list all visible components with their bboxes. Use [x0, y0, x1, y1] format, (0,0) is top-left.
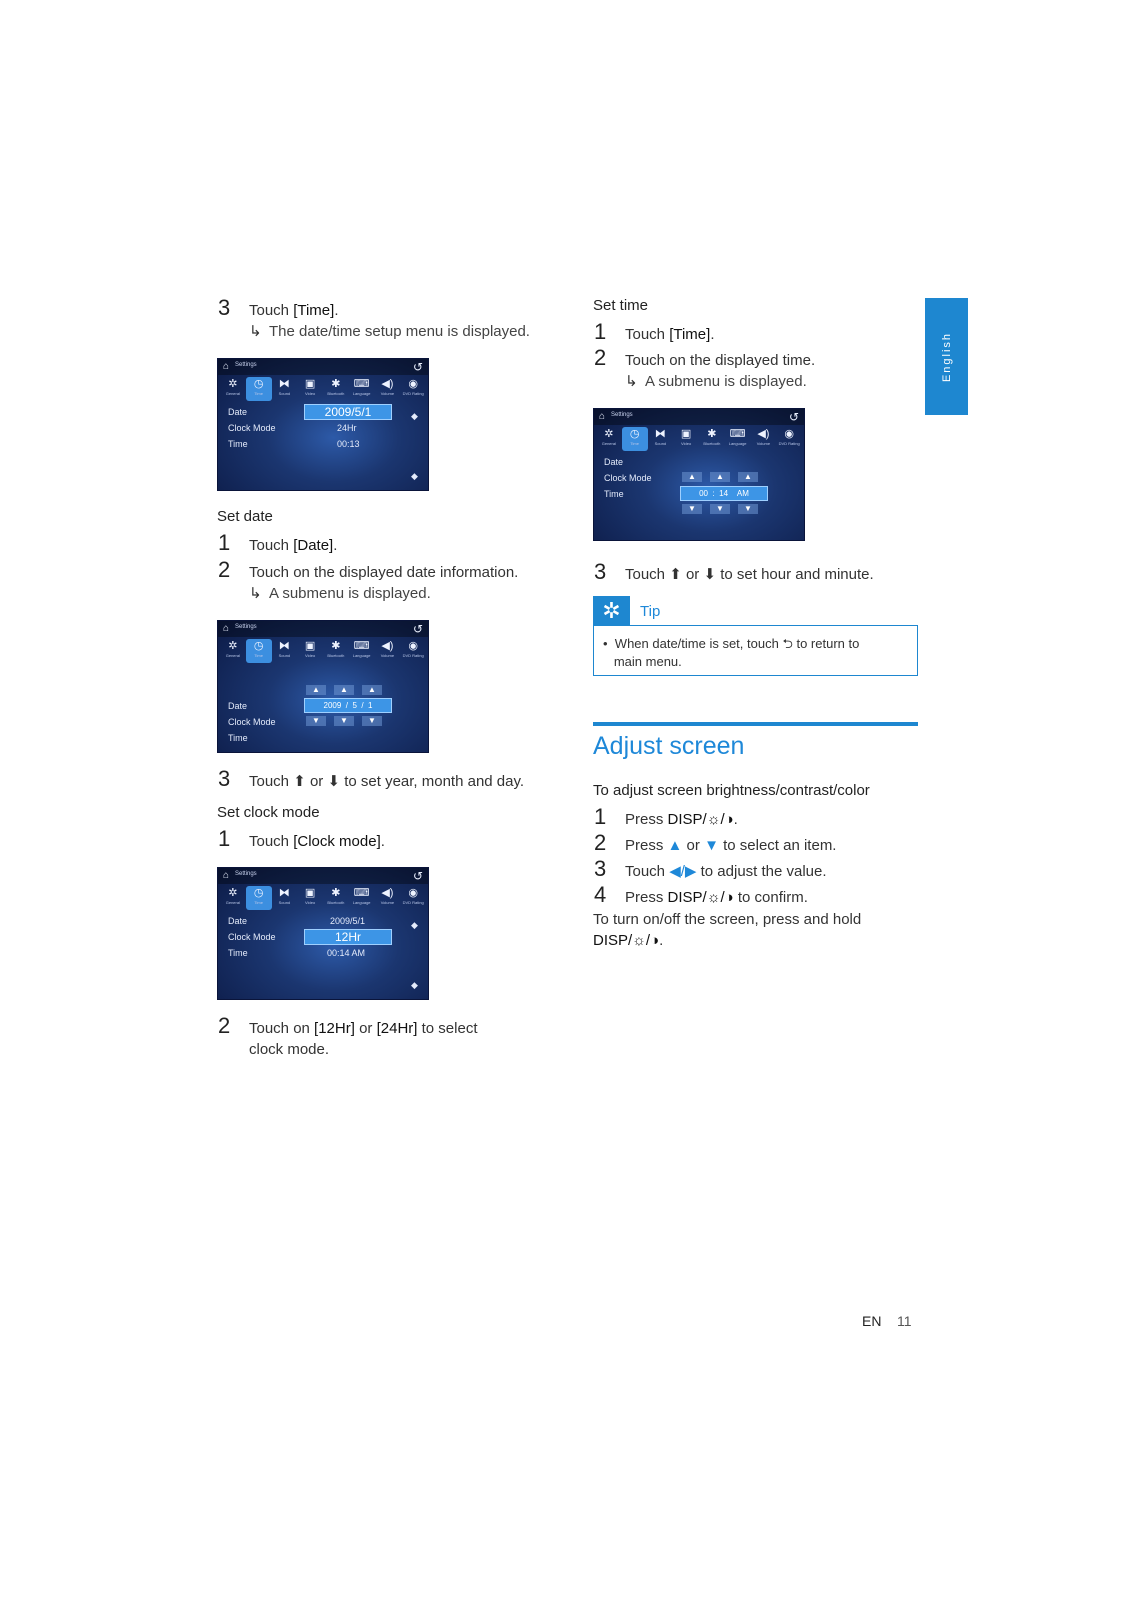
step-number: 3 — [594, 559, 607, 584]
volume-icon: ◀) — [381, 378, 394, 390]
video-icon: ▣ — [304, 378, 316, 390]
result-arrow-icon: ↳ — [249, 323, 262, 340]
settings-icon-bar: ✲ General ◷ Time ⧓ Sound ▣ Video ✱ Bluetooth ⌨ Language ◀) Volume ◉ DVD Rating — [596, 427, 802, 451]
disc-icon: ◉ — [408, 887, 418, 899]
step-text-continued: clock mode. — [249, 1041, 330, 1058]
back-icon: ↺ — [412, 622, 423, 636]
step-number: 3 — [594, 856, 607, 881]
step-text: Touch on the displayed time. — [625, 352, 816, 369]
video-icon: ▣ — [304, 887, 316, 899]
down-triangle-icon: ▼ — [704, 837, 719, 854]
left-right-arrow-icon: ◀/▶ — [669, 863, 697, 880]
heading-set-clock-mode: Set clock mode — [217, 804, 320, 821]
disc-icon: ◉ — [408, 378, 418, 390]
bluetooth-icon: ✱ — [331, 640, 341, 652]
volume-icon: ◀) — [381, 640, 394, 652]
date-selector: 2009 / 5 / 1 — [304, 698, 392, 713]
step-number: 2 — [218, 557, 231, 582]
result-arrow-icon: ↳ — [625, 373, 638, 390]
step-number: 3 — [218, 295, 231, 320]
step-text: Touch [Time]. — [625, 326, 715, 343]
settings-icon-bar: ✲ General ◷ Time ⧓ Sound ▣ Video ✱ Bluetooth ⌨ Language ◀) Volume ◉ DVD Rating — [220, 639, 426, 663]
gear-icon: ✲ — [604, 428, 614, 440]
step-number: 4 — [594, 882, 607, 907]
device-screenshot-time-submenu: ⌂ Settings ↺ ✲ General ◷ Time ⧓ Sound ▣ Video ✱ Bluetooth ⌨ Language ◀) Volume ◉ DVD Rating Date Clock Mode ▲ ▲ ▲ Time 00 : 14 AM ▼ ▼ ▼ — [593, 408, 805, 541]
clock-icon: ◷ — [253, 640, 264, 652]
step-number: 1 — [218, 530, 231, 555]
tip-icon: ✲ — [593, 596, 630, 626]
tip-title: Tip — [640, 603, 661, 620]
heading-set-date: Set date — [217, 508, 273, 525]
device-screenshot-clock-mode: ⌂ Settings ↺ ✲ General ◷ Time ⧓ Sound ▣ Video ✱ Bluetooth ⌨ Language ◀) Volume ◉ DVD Rating Date 2009/5/1 ◆ Clock Mode 12Hr Time 00:14 AM ◆ — [217, 867, 429, 1000]
back-icon: ↺ — [412, 360, 423, 374]
video-icon: ▣ — [304, 640, 316, 652]
step-text: Touch [Time]. — [249, 302, 339, 319]
section-rule — [593, 722, 918, 726]
heading-set-time: Set time — [593, 297, 649, 314]
language-tab: English — [925, 298, 968, 415]
step-text: Touch on [12Hr] or [24Hr] to select — [249, 1020, 478, 1037]
settings-icon-bar: ✲ General ◷ Time ⧓ Sound ▣ Video ✱ Bluetooth ⌨ Language ◀) Volume ◉ DVD Rating — [220, 377, 426, 401]
up-arrow-icon: ⬆ — [669, 566, 682, 583]
result-arrow-icon: ↳ — [249, 585, 262, 602]
step-number: 1 — [594, 804, 607, 829]
bluetooth-icon: ✱ — [331, 887, 341, 899]
gear-icon: ✲ — [228, 640, 238, 652]
home-icon: ⌂ — [599, 411, 606, 422]
note-text-continued: DISP/☼/◑. — [593, 932, 664, 949]
note-text: To turn on/off the screen, press and hold — [593, 911, 862, 928]
step-number: 2 — [594, 345, 607, 370]
step-text: Touch [Clock mode]. — [249, 833, 385, 850]
step-result: ↳ The date/time setup menu is displayed. — [249, 323, 530, 340]
device-screenshot-time-menu: ⌂ Settings ↺ ✲ General ◷ Time ⧓ Sound ▣ Video ✱ Bluetooth ⌨ Language ◀) Volume ◉ DVD Rating Date 2009/5/1 ◆ Clock Mode 24Hr Time 00:13 ◆ — [217, 358, 429, 491]
time-selector: 00 : 14 AM — [680, 486, 768, 501]
down-arrow-icon: ⬇ — [327, 773, 341, 790]
step-result: ↳ A submenu is displayed. — [249, 585, 431, 602]
back-icon: ↺ — [412, 869, 423, 883]
tip-text: • When date/time is set, touch ⮌ to return to main menu. — [603, 636, 860, 669]
bluetooth-icon: ✱ — [331, 378, 341, 390]
step-text: Touch ⬆ or ⬇ to set hour and minute. — [625, 566, 874, 583]
clock-icon: ◷ — [253, 378, 264, 390]
home-icon: ⌂ — [223, 870, 230, 881]
sound-icon: ⧓ — [278, 378, 290, 390]
language-icon: ⌨ — [353, 887, 370, 899]
up-arrow-icon: ⬆ — [293, 773, 306, 790]
step-text: Press ▲ or ▼ to select an item. — [625, 837, 837, 854]
step-result: ↳ A submenu is displayed. — [625, 373, 807, 390]
step-text: Touch ⬆ or ⬇ to set year, month and day. — [249, 773, 525, 790]
page-footer: EN 11 — [862, 1313, 912, 1329]
up-triangle-icon: ▲ — [667, 837, 683, 854]
disc-icon: ◉ — [784, 428, 794, 440]
step-number: 2 — [594, 830, 607, 855]
language-icon: ⌨ — [729, 428, 746, 440]
sound-icon: ⧓ — [278, 887, 290, 899]
down-arrow-icon: ⬇ — [703, 566, 717, 583]
volume-icon: ◀) — [757, 428, 770, 440]
video-icon: ▣ — [680, 428, 692, 440]
step-text: Touch [Date]. — [249, 537, 338, 554]
clock-icon: ◷ — [253, 887, 264, 899]
subheading: To adjust screen brightness/contrast/color — [593, 782, 870, 799]
step-text: Press DISP/☼/◑. — [625, 811, 738, 828]
settings-icon-bar: ✲ General ◷ Time ⧓ Sound ▣ Video ✱ Bluetooth ⌨ Language ◀) Volume ◉ DVD Rating — [220, 886, 426, 910]
language-icon: ⌨ — [353, 640, 370, 652]
device-screenshot-date-submenu: ⌂ Settings ↺ ✲ General ◷ Time ⧓ Sound ▣ Video ✱ Bluetooth ⌨ Language ◀) Volume ◉ DVD Rating ▲ ▲ ▲ Date 2009 / 5 / 1 Clock Mode ▼ ▼ ▼ Time — [217, 620, 429, 753]
step-text: Press DISP/☼/◑ to confirm. — [625, 889, 808, 906]
home-icon: ⌂ — [223, 623, 230, 634]
step-number: 3 — [218, 766, 231, 791]
clock-icon: ◷ — [629, 428, 640, 440]
back-icon: ⮌ — [782, 636, 793, 651]
sound-icon: ⧓ — [654, 428, 666, 440]
disc-icon: ◉ — [408, 640, 418, 652]
step-number: 1 — [594, 319, 607, 344]
bluetooth-icon: ✱ — [707, 428, 717, 440]
step-number: 1 — [218, 826, 231, 851]
gear-icon: ✲ — [228, 378, 238, 390]
home-icon: ⌂ — [223, 361, 230, 372]
section-title: Adjust screen — [593, 732, 745, 760]
volume-icon: ◀) — [381, 887, 394, 899]
step-text: Touch ◀/▶ to adjust the value. — [625, 863, 827, 880]
gear-icon: ✲ — [228, 887, 238, 899]
back-icon: ↺ — [788, 410, 799, 424]
step-text: Touch on the displayed date information. — [249, 564, 519, 581]
step-number: 2 — [218, 1013, 231, 1038]
sound-icon: ⧓ — [278, 640, 290, 652]
language-icon: ⌨ — [353, 378, 370, 390]
